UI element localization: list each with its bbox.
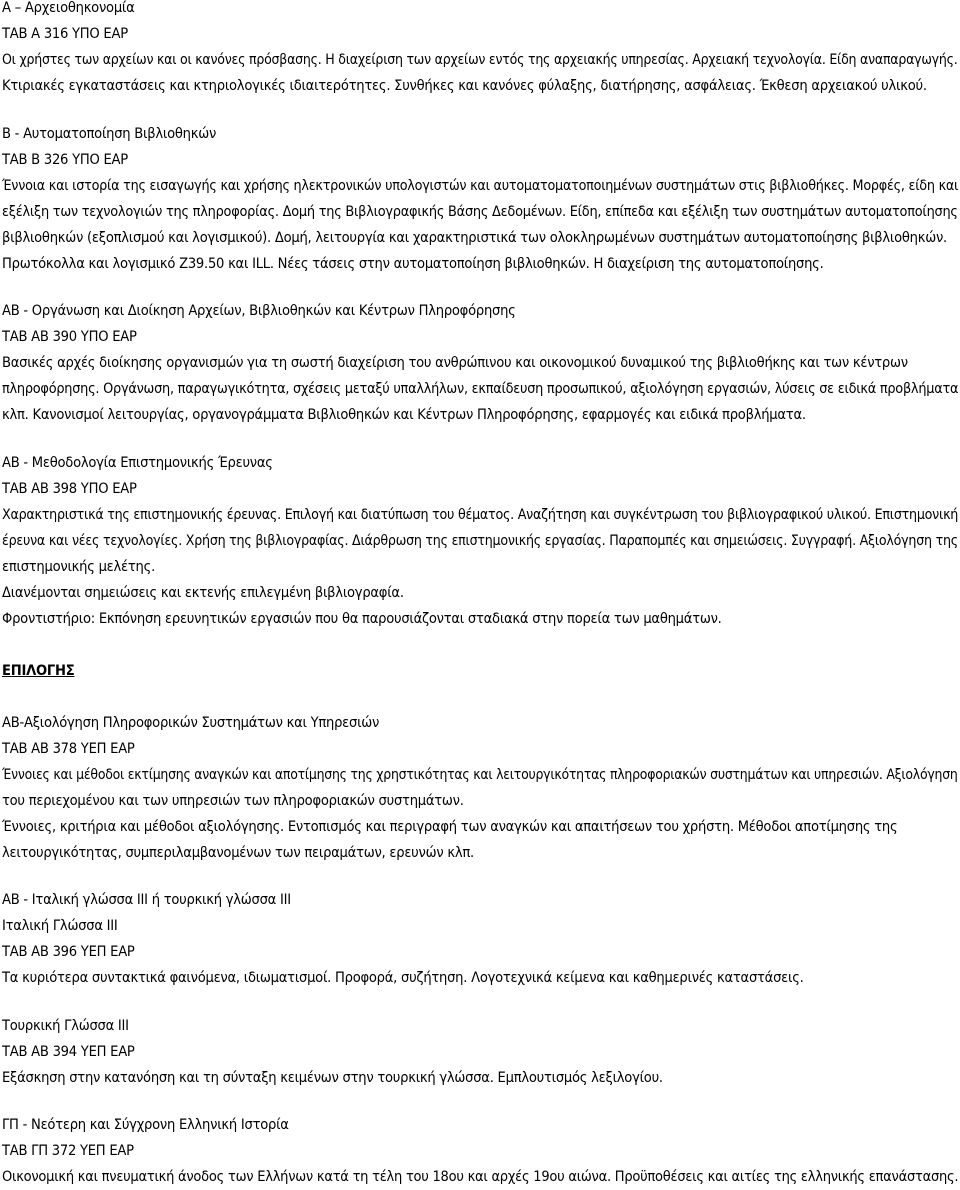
course-code: ΤΑΒ ΓΠ 372 ΥΕΠ ΕΑΡ (2, 1142, 134, 1159)
course-description: Πρωτόκολλα και λογισμικό Z39.50 και ILL. Νέες τάσεις στην αυτοματοποίηση βιβλιοθηκών. Η διαχείριση της αυτοματοποίησης. (2, 255, 824, 272)
course-code: ΤΑΒ ΑΒ 378 ΥΕΠ ΕΑΡ (2, 740, 135, 757)
course-description: Έννοια και ιστορία της εισαγωγής και χρήσης ηλεκτρονικών υπολογιστών και αυτοματοματοποιημένων συστημάτων στις βιβλιοθήκες. Μορφές, είδη και (2, 177, 959, 194)
course-description: Φροντιστήριο: Εκπόνηση ερευνητικών εργασιών που θα παρουσιάζονται σταδιακά στην πορεία των μαθημάτων. (2, 610, 722, 627)
course-code: ΤΑΒ Α 316 ΥΠΟ ΕΑΡ (2, 25, 128, 42)
electives-heading: ΕΠΙΛΟΓΗΣ (2, 662, 75, 679)
course-description: Οικονομική και πνευματική άνοδος των Ελλήνων κατά τη τέλη του 18ου και αρχές 19ου αιώνα. Προϋποθέσεις και αιτίες της ελληνικής επανάστασης. (2, 1168, 959, 1185)
course-code: ΤΑΒ ΑΒ 394 ΥΕΠ ΕΑΡ (2, 1043, 135, 1060)
section-title: ΑΒ-Αξιολόγηση Πληροφορικών Συστημάτων και Υπηρεσιών (2, 714, 380, 731)
section-title: ΑΒ - Ιταλική γλώσσα ΙΙΙ ή τουρκική γλώσσα ΙΙΙ (2, 891, 291, 908)
course-code: ΤΑΒ Β 326 ΥΠΟ ΕΑΡ (2, 151, 128, 168)
course-description: Έννοιες και μέθοδοι εκτίμησης αναγκών και αποτίμησης της χρηστικότητας και λειτουργικότητας πληροφοριακών συστημάτων και υπηρεσιών. Αξιολόγηση (2, 766, 958, 783)
course-description: πληροφόρησης. Οργάνωση, παραγωγικότητα, σχέσεις μεταξύ υπαλλήλων, εκπαίδευση προσωπικού, αξιολόγηση εργασιών, λύσεις σε ειδικά προβλήματα (2, 380, 959, 397)
course-description: Διανέμονται σημειώσεις και εκτενής επιλεγμένη βιβλιογραφία. (2, 584, 404, 601)
course-description: Κτιριακές εγκαταστάσεις και κτηριολογικές ιδιαιτερότητες. Συνθήκες και κανόνες φύλαξης, διατήρησης, ασφάλειας. Έκθεση αρχειακού υλικού. (2, 77, 927, 94)
course-description: έρευνα και νέες τεχνολογίες. Χρήση της βιβλιογραφίας. Διάρθρωση της επιστημονικής εργασίας. Παραπομπές και σημειώσεις. Συγγραφή. Αξιολόγηση της (2, 532, 958, 549)
course-code: ΤΑΒ ΑΒ 398 ΥΠΟ ΕΑΡ (2, 480, 137, 497)
course-description: Έννοιες, κριτήρια και μέθοδοι αξιολόγησης. Εντοπισμός και περιγραφή των αναγκών και απαιτήσεων του χρήστη. Μέθοδοι αποτίμησης της (2, 818, 898, 835)
course-description: Βασικές αρχές διοίκησης οργανισμών για τη σωστή διαχείριση του ανθρώπινου και οικονομικού δυναμικού της βιβλιοθήκης και των κέντρων (2, 354, 908, 371)
course-subtitle: Τουρκική Γλώσσα ΙΙΙ (2, 1017, 129, 1034)
course-description: Χαρακτηριστικά της επιστημονικής έρευνας. Επιλογή και διατύπωση του θέματος. Αναζήτηση και συγκέντρωση του βιβλιογραφικού υλικού. Επιστημονική (2, 506, 959, 523)
course-subtitle: Ιταλική Γλώσσα ΙΙΙ (2, 917, 118, 934)
course-description: εξέλιξη των τεχνολογιών της πληροφορίας. Δομή της Βιβλιογραφικής Βάσης Δεδομένων. Είδη, επίπεδα και εξέλιξη των συστημάτων αυτοματοποίησης (2, 203, 958, 220)
section-title: ΑΒ - Οργάνωση και Διοίκηση Αρχείων, Βιβλιοθηκών και Κέντρων Πληροφόρησης (2, 302, 516, 319)
course-description: λειτουργικότητας, συμπεριλαμβανομένων των πειραμάτων, ερευνών κλπ. (2, 844, 474, 861)
course-code: ΤΑΒ ΑΒ 390 ΥΠΟ ΕΑΡ (2, 328, 137, 345)
section-title: Α – Αρχειοθηκονομία (2, 0, 135, 16)
section-title: ΓΠ - Νεότερη και Σύγχρονη Ελληνική Ιστορία (2, 1116, 289, 1133)
course-description: επιστημονικής μελέτης. (2, 558, 155, 575)
course-code: ΤΑΒ ΑΒ 396 ΥΕΠ ΕΑΡ (2, 943, 135, 960)
section-title: ΑΒ - Μεθοδολογία Επιστημονικής Έρευνας (2, 454, 273, 471)
course-description: κλπ. Κανονισμοί λειτουργίας, οργανογράμματα Βιβλιοθηκών και Κέντρων Πληροφόρησης, εφαρμογές και ειδικά προβλήματα. (2, 406, 806, 423)
course-description: Τα κυριότερα συντακτικά φαινόμενα, ιδιωματισμοί. Προφορά, συζήτηση. Λογοτεχνικά κείμενα και καθημερινές καταστάσεις. (2, 969, 804, 986)
section-title: Β - Αυτοματοποίηση Βιβλιοθηκών (2, 125, 217, 142)
course-description: του περιεχομένου και των υπηρεσιών των πληροφοριακών συστημάτων. (2, 792, 464, 809)
course-description: βιβλιοθηκών (εξοπλισμού και λογισμικού). Δομή, λειτουργία και χαρακτηριστικά των ολοκληρωμένων συστημάτων αυτοματοποίησης βιβλιοθηκών. (2, 229, 947, 246)
course-description: Οι χρήστες των αρχείων και οι κανόνες πρόσβασης. Η διαχείριση των αρχείων εντός της αρχειακής υπηρεσίας. Αρχειακή τεχνολογία. Είδη αναπαραγωγής. (2, 51, 958, 68)
course-description: Εξάσκηση στην κατανόηση και τη σύνταξη κειμένων στην τουρκική γλώσσα. Εμπλουτισμός λεξιλογίου. (2, 1069, 663, 1086)
